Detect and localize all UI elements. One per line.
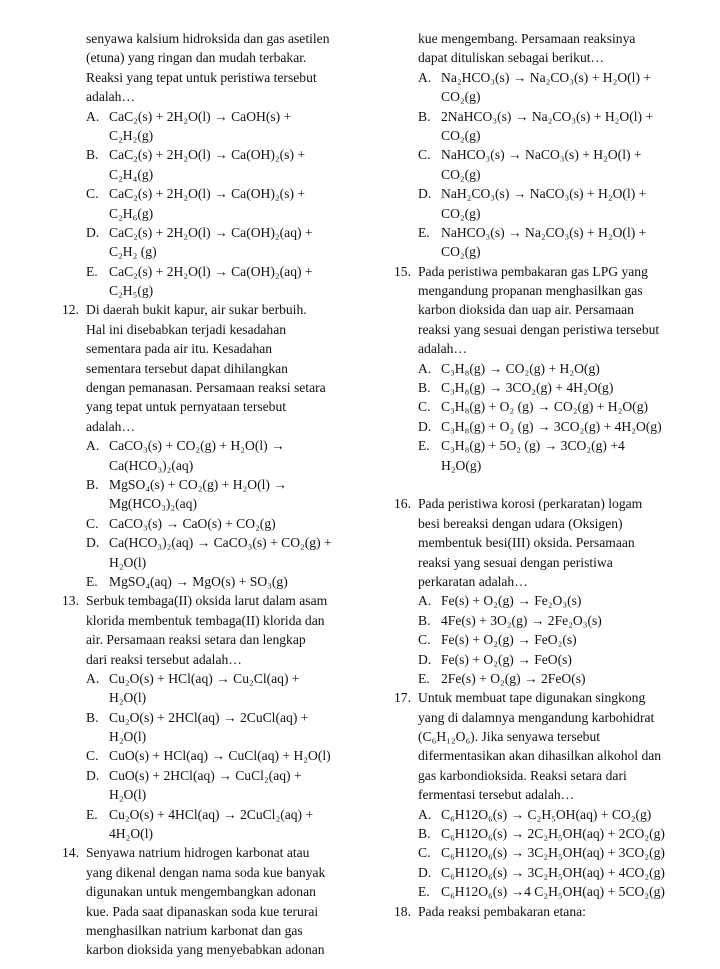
- q17-option-a[interactable]: A. C₆H12O₆(s) → C₂H₅OH(aq) + CO₂(g): [418, 806, 652, 822]
- q12-option-d-cont: H₂O(l): [109, 554, 147, 570]
- q11-option-d-cont: C₂H₂ (g): [109, 244, 157, 260]
- q14-option-c[interactable]: C. NaHCO₃(s) → NaCO₃(s) + H₂O(l) +: [418, 147, 642, 163]
- q16-stem-line: besi bereaksi dengan udara (Oksigen): [418, 515, 623, 531]
- q13-stem-line: klorida membentuk tembaga(II) klorida dan: [86, 612, 325, 628]
- q12-stem-line: 12. Di daerah bukit kapur, air sukar berbuih.: [62, 300, 362, 319]
- q18-stem-line: 18. Pada reaksi pembakaran etana:: [394, 902, 694, 921]
- q17-stem-line: fermentasi tersebut adalah…: [418, 787, 575, 803]
- q14-option-a-cont: CO₂(g): [441, 89, 481, 105]
- q12-option-a[interactable]: A. CaCO₃(s) + CO₂(g) + H₂O(l) →: [86, 438, 285, 454]
- q13-number: 13.: [62, 593, 79, 609]
- q15-option-b[interactable]: B. C₃H₈(g) → 3CO₂(g) + 4H₂O(g): [418, 380, 614, 396]
- q15-option-e-cont: H₂O(g): [441, 457, 482, 473]
- q14-option-e[interactable]: E. NaHCO₃(s) → Na₂CO₃(s) + H₂O(l) +: [418, 224, 647, 240]
- q16-stem-line: reaksi yang sesuai dengan peristiwa: [418, 554, 613, 570]
- q11-option-d[interactable]: D. CaC₂(s) + 2H₂O(l) → Ca(OH)₂(aq) +: [86, 224, 313, 240]
- q16-option-d[interactable]: D. Fe(s) + O₂(g) → FeO(s): [418, 651, 572, 667]
- q14-stem-line: 14. Senyawa natrium hidrogen karbonat atau: [62, 843, 362, 862]
- q14-stem-line: digunakan untuk mengembangkan adonan: [86, 884, 316, 900]
- q12-option-b-cont: Mg(HCO₃)₂(aq): [109, 496, 198, 512]
- q15-stem-line: 15. Pada peristiwa pembakaran gas LPG yang: [394, 262, 694, 281]
- q17-option-b[interactable]: B. C₆H12O₆(s) → 2C₂H₅OH(aq) + 2CO₂(g): [418, 826, 665, 842]
- q12-option-b[interactable]: B. MgSO₄(s) + CO₂(g) + H₂O(l) →: [86, 476, 287, 492]
- q12-stem-line: sementara pada air itu. Kesadahan: [86, 341, 273, 357]
- q12-stem-line: sementara tersebut dapat dihilangkan: [86, 360, 288, 376]
- q14-stem-line: kue. Pada saat dipanaskan soda kue terurai: [86, 903, 319, 919]
- q17-stem-line: gas karbondioksida. Reaksi setara dari: [418, 767, 627, 783]
- q15-number: 15.: [394, 263, 411, 279]
- q11-option-c-cont: C₂H₆(g): [109, 205, 154, 221]
- q15-option-d[interactable]: D. C₃H₈(g) + O₂ (g) → 3CO₂(g) + 4H₂O(g): [418, 418, 662, 434]
- q11-option-e[interactable]: E. CaC₂(s) + 2H₂O(l) → Ca(OH)₂(aq) +: [86, 263, 313, 279]
- q15-option-a[interactable]: A. C₃H₈(g) → CO₂(g) + H₂O(g): [418, 360, 600, 376]
- q13-option-e[interactable]: E. Cu₂O(s) + 4HCl(aq) → 2CuCl₂(aq) +: [86, 806, 314, 822]
- q14-text-line: kue mengembang. Persamaan reaksinya: [418, 31, 636, 46]
- q13-option-a[interactable]: A. Cu₂O(s) + HCl(aq) → Cu₂Cl(aq) +: [86, 670, 300, 686]
- q11-text-line: adalah…: [86, 89, 136, 105]
- q11-option-b-cont: C₂H₄(g): [109, 166, 154, 182]
- q11-text-line: (etuna) yang ringan dan mudah terbakar.: [86, 50, 307, 66]
- q15-stem-line: reaksi yang sesuai dengan peristiwa tersebut: [418, 321, 660, 337]
- q14-stem-line: menghasilkan natrium karbonat dan gas: [86, 922, 303, 938]
- q13-stem-line: 13. Serbuk tembaga(II) oksida larut dalam asam: [62, 591, 362, 610]
- q14-stem-line: karbon dioksida yang menyebabkan adonan: [86, 942, 325, 958]
- q14-option-d-cont: CO₂(g): [441, 205, 481, 221]
- q14-option-c-cont: CO₂(g): [441, 166, 481, 182]
- q15-stem-line: mengandung propanan menghasilkan gas: [418, 283, 643, 299]
- q13-option-b-cont: H₂O(l): [109, 729, 147, 745]
- q13-option-a-cont: H₂O(l): [109, 690, 147, 706]
- q12-stem-line: yang tepat untuk pernyataan tersebut: [86, 399, 287, 415]
- q17-number: 17.: [394, 690, 411, 706]
- q11-option-a[interactable]: A. CaC₂(s) + 2H₂O(l) → CaOH(s) +: [86, 108, 292, 124]
- q11-text-line: Reaksi yang tepat untuk peristiwa tersebut: [86, 69, 317, 85]
- q14-option-b[interactable]: B. 2NaHCO₃(s) → Na₂CO₃(s) + H₂O(l) +: [418, 108, 654, 124]
- q15-option-e[interactable]: E. C₃H₈(g) + 5O₂ (g) → 3CO₂(g) +4: [418, 438, 625, 454]
- q14-number: 14.: [62, 845, 79, 861]
- q15-option-c[interactable]: C. C₃H₈(g) + O₂ (g) → CO₂(g) + H₂O(g): [418, 399, 649, 415]
- q12-number: 12.: [62, 302, 79, 318]
- q11-option-a-cont: C₂H₂(g): [109, 127, 154, 143]
- q11-option-e-cont: C₂H₅(g): [109, 283, 154, 299]
- q16-stem-line: perkaratan adalah…: [418, 573, 528, 589]
- q17-stem-line: difermentasikan akan dihasilkan alkohol dan: [418, 748, 662, 764]
- q13-option-e-cont: 4H₂O(l): [109, 826, 154, 842]
- q13-stem-line: air. Persamaan reaksi setara dan lengkap: [86, 632, 306, 648]
- q11-option-b[interactable]: B. CaC₂(s) + 2H₂O(l) → Ca(OH)₂(s) +: [86, 147, 306, 163]
- q12-stem-line: dengan pemanasan. Persamaan reaksi setara: [86, 380, 326, 396]
- q15-stem-line: karbon dioksida dan uap air. Persamaan: [418, 302, 634, 318]
- q13-option-d-cont: H₂O(l): [109, 787, 147, 803]
- q16-option-a[interactable]: A. Fe(s) + O₂(g) → Fe₂O₃(s): [418, 593, 582, 609]
- q12-option-e[interactable]: E. MgSO₄(aq) → MgO(s) + SO₃(g): [86, 573, 288, 589]
- q16-stem-line: membentuk besi(III) oksida. Persamaan: [418, 535, 635, 551]
- q17-stem-line: 17. Untuk membuat tape digunakan singkong: [394, 688, 694, 707]
- q14-option-a[interactable]: A. Na₂HCO₃(s) → Na₂CO₃(s) + H₂O(l) +: [418, 69, 652, 85]
- q12-option-d[interactable]: D. Ca(HCO₃)₂(aq) → CaCO₃(s) + CO₂(g) +: [86, 535, 332, 551]
- q13-option-b[interactable]: B. Cu₂O(s) + 2HCl(aq) → 2CuCl(aq) +: [86, 709, 309, 725]
- q11-option-c[interactable]: C. CaC₂(s) + 2H₂O(l) → Ca(OH)₂(s) +: [86, 186, 306, 202]
- q13-stem-line: dari reaksi tersebut adalah…: [86, 651, 242, 667]
- spacer: [394, 475, 694, 494]
- q16-number: 16.: [394, 496, 411, 512]
- q16-option-c[interactable]: C. Fe(s) + O₂(g) → FeO₂(s): [418, 632, 577, 648]
- q12-stem-line: adalah…: [86, 418, 136, 434]
- q11-text-line: senyawa kalsium hidroksida dan gas asetilen: [86, 31, 330, 46]
- q17-option-d[interactable]: D. C₆H12O₆(s) → 3C₂H₅OH(aq) + 4CO₂(g): [418, 864, 665, 880]
- q12-stem-line: Hal ini disebabkan terjadi kesadahan: [86, 321, 287, 337]
- q15-stem-line: adalah…: [418, 341, 468, 357]
- q16-option-b[interactable]: B. 4Fe(s) + 3O₂(g) → 2Fe₂O₃(s): [418, 612, 602, 628]
- left-column: [62, 29, 362, 960]
- q13-option-d[interactable]: D. CuO(s) + 2HCl(aq) → CuCl₂(aq) +: [86, 767, 302, 783]
- q17-stem-line: yang di dalamnya mengandung karbohidrat: [418, 709, 655, 725]
- q17-option-c[interactable]: C. C₆H12O₆(s) → 3C₂H₅OH(aq) + 3CO₂(g): [418, 845, 665, 861]
- q14-stem-line: yang dikenal dengan nama soda kue banyak: [86, 864, 326, 880]
- right-column: [394, 29, 694, 921]
- q18-number: 18.: [394, 903, 411, 919]
- q16-option-e[interactable]: E. 2Fe(s) + O₂(g) → 2FeO(s): [418, 670, 586, 686]
- q14-option-d[interactable]: D. NaH₂CO₃(s) → NaCO₃(s) + H₂O(l) +: [418, 186, 647, 202]
- q13-option-c[interactable]: C. CuO(s) + HCl(aq) → CuCl(aq) + H₂O(l): [86, 748, 331, 764]
- q12-option-c[interactable]: C. CaCO₃(s) → CaO(s) + CO₂(g): [86, 515, 276, 531]
- q14-option-e-cont: CO₂(g): [441, 244, 481, 260]
- q14-option-b-cont: CO₂(g): [441, 127, 481, 143]
- q14-text-line: dapat dituliskan sebagai berikut…: [418, 50, 605, 66]
- q16-stem-line: 16. Pada peristiwa korosi (perkaratan) logam: [394, 494, 694, 513]
- q12-option-a-cont: Ca(HCO₃)₂(aq): [109, 457, 194, 473]
- q17-stem-line: (C₆H₁₂O₆). Jika senyawa tersebut: [418, 729, 601, 745]
- q17-option-e[interactable]: E. C₆H12O₆(s) →4 C₂H₅OH(aq) + 5CO₂(g): [418, 884, 665, 900]
